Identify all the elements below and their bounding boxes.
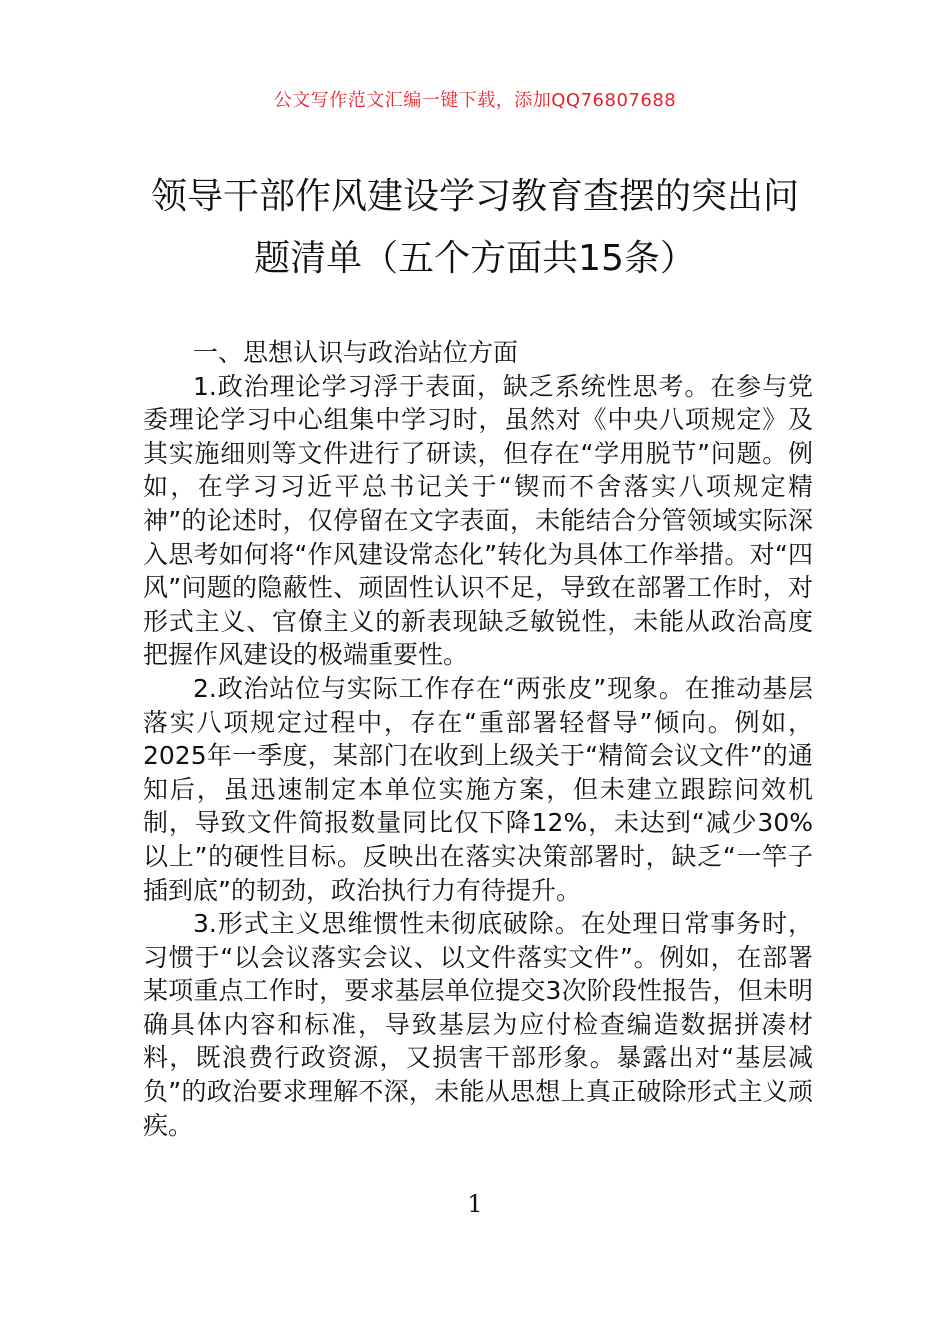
page-number: 1 bbox=[467, 1190, 483, 1218]
section-heading: 一、思想认识与政治站位方面 bbox=[193, 338, 519, 367]
header-download-note: 公文写作范文汇编一键下载，添加QQ76807688 bbox=[273, 90, 677, 111]
paragraph-item-3: 3.形式主义思维惯性未彻底破除。在处理日常事务时，习惯于“以会议落实会议、以文件落实文件”。例如，在部署某项重点工作时，要求基层单位提交3次阶段性报告，但未明确具体内容和标准，导致基层为应付检查编造数据拼凑材料，既浪费行政资源，又损害干部形象。暴露出对“基层减负”的政治要求理解不深，未能从思想上真正破除形式主义顽疾。 bbox=[143, 909, 813, 1140]
document-title: 领导干部作风建设学习教育查摆的突出问题清单（五个方面共15条） bbox=[150, 176, 799, 279]
paragraph-item-2: 2.政治站位与实际工作存在“两张皮”现象。在推动基层落实八项规定过程中，存在“重部署轻督导”倾向。例如，2025年一季度，某部门在收到上级关于“精简会议文件”的通知后，虽迅速制定本单位实施方案，但未建立跟踪问效机制，导致文件简报数量同比仅下降12%，未达到“减少30%以上”的硬性目标。反映出在落实决策部署时，缺乏“一竿子插到底”的韧劲，政治执行力有待提升。 bbox=[143, 673, 813, 905]
paragraph-item-1: 1.政治理论学习浮于表面，缺乏系统性思考。在参与党委理论学习中心组集中学习时，虽然对《中央八项规定》及其实施细则等文件进行了研读，但存在“学用脱节”问题。例如，在学习习近平总书记关于“锲而不舍落实八项规定精神”的论述时，仅停留在文字表面，未能结合分管领域实际深入思考如何将“作风建设常态化”转化为具体工作举措。对“四风”问题的隐蔽性、顽固性认识不足，导致在部署工作时，对形式主义、官僚主义的新表现缺乏敏锐性，未能从政治高度把握作风建设的极端重要性。 bbox=[143, 371, 813, 670]
document-body bbox=[143, 336, 813, 1142]
